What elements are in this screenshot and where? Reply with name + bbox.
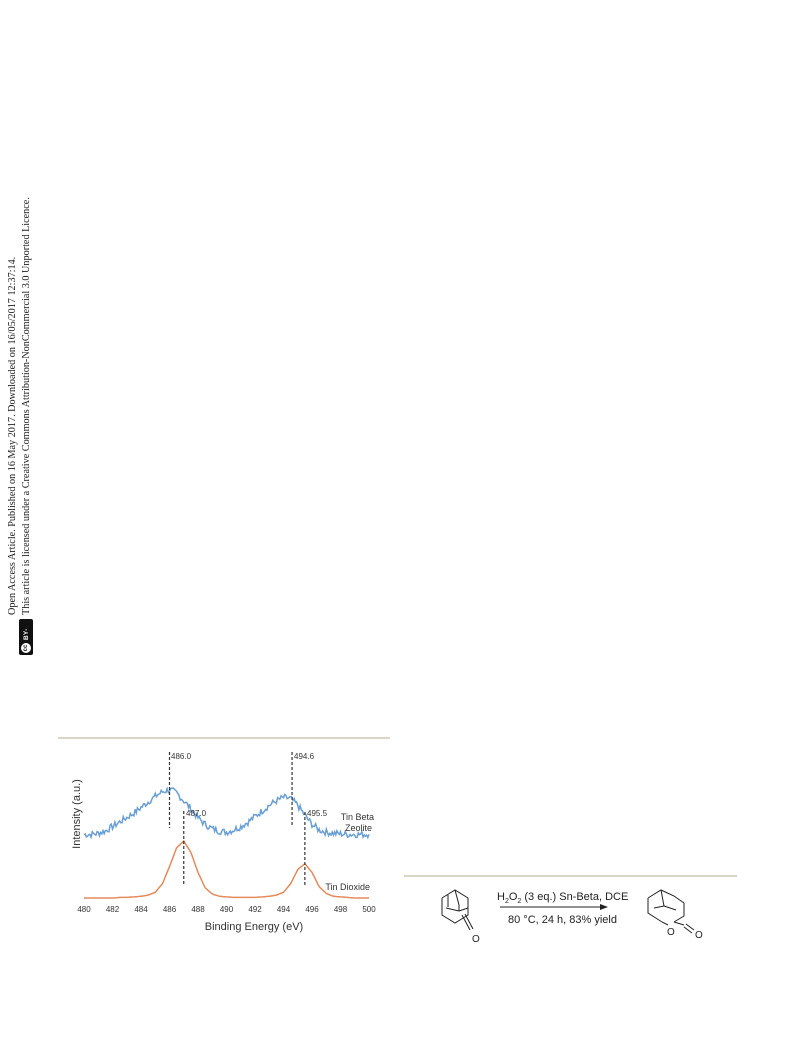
legend-dioxide: Tin Dioxide xyxy=(325,882,370,892)
x-tick-label-482: 482 xyxy=(105,905,120,914)
adamantanone-structure xyxy=(442,890,473,930)
open-access-notice[interactable]: Open Access Article. Published on 16 May 2017. Downloaded on 16/05/2017 12:37:14. xyxy=(7,256,18,615)
reagent-text: $H_2O_2$ (3 eq.) Sn-Beta, DCE xyxy=(497,891,629,905)
legend-zeolite-line1: Tin Beta xyxy=(340,812,374,822)
x-tick-label-500: 500 xyxy=(362,905,376,914)
peak-label-0: 486.0 xyxy=(171,752,192,761)
x-tick-label-498: 498 xyxy=(333,905,348,914)
x-tick-label-486: 486 xyxy=(162,905,177,914)
x-tick-label-496: 496 xyxy=(305,905,319,914)
x-axis-title: Binding Energy (eV) xyxy=(204,921,304,933)
x-tick-label-492: 492 xyxy=(248,905,262,914)
cc-badge-label: BY-NC xyxy=(23,628,41,640)
lactone-ring-oxygen-label: O xyxy=(667,927,675,938)
peak-label-1: 487.0 xyxy=(186,809,207,818)
conditions-text: 80 °C, 24 h, 83% yield xyxy=(508,914,617,926)
carbonyl-oxygen-label: O xyxy=(695,930,703,941)
x-tick-label-488: 488 xyxy=(191,905,205,914)
peak-label-3: 495.5 xyxy=(307,809,328,818)
x-tick-label-494: 494 xyxy=(276,905,291,914)
cc-icon: cc xyxy=(23,644,29,652)
licence-notice[interactable]: This article is licensed under a Creative Commons Attribution-NonCommercial 3.0 Unported Licence. xyxy=(21,197,32,615)
x-tick-label-484: 484 xyxy=(134,905,148,914)
y-axis-title: Intensity (a.u.) xyxy=(71,779,83,849)
ketone-oxygen-label: O xyxy=(472,934,480,945)
x-tick-label-480: 480 xyxy=(77,905,91,914)
peak-label-2: 494.6 xyxy=(294,752,315,761)
reaction-arrowhead xyxy=(600,904,608,910)
x-tick-label-490: 490 xyxy=(219,905,234,914)
legend-zeolite-line2: Zeolite xyxy=(344,823,372,833)
